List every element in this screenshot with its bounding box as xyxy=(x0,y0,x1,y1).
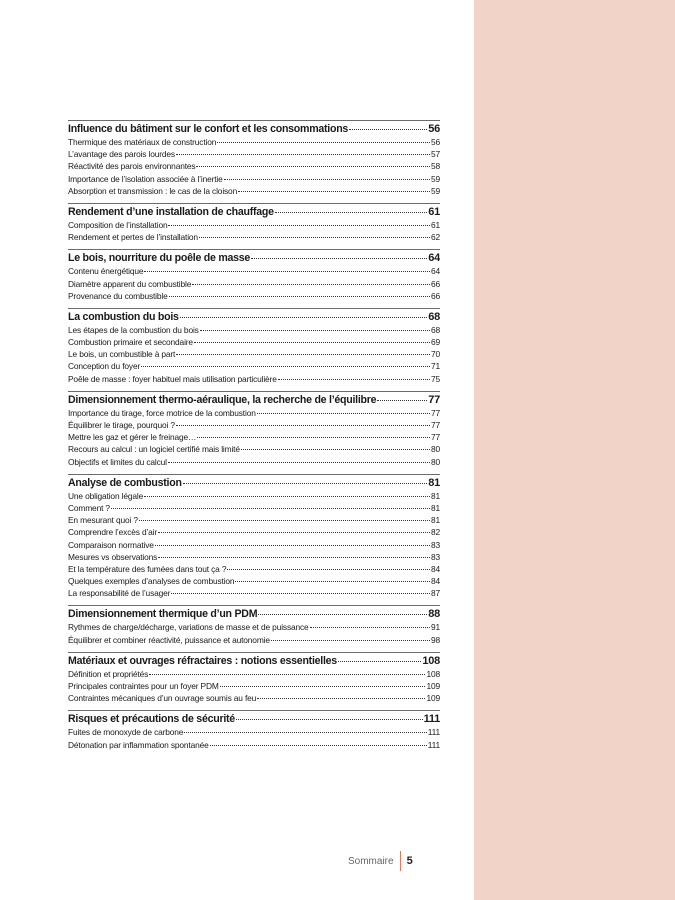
toc-entry-title: Diamètre apparent du combustible xyxy=(68,278,192,289)
toc-chapter-title: Dimensionnement thermique d’un PDM xyxy=(68,608,258,621)
toc-entry[interactable] xyxy=(68,634,440,646)
toc-chapter-page: 111 xyxy=(423,713,440,726)
dot-leader xyxy=(158,532,430,533)
toc-entry-title: Rendement et pertes de l’installation xyxy=(68,232,198,243)
toc-entry-title: Réactivité des parois environnantes xyxy=(68,161,196,172)
toc-section xyxy=(68,710,440,750)
toc-entry[interactable] xyxy=(68,726,440,738)
toc-entry-page: 70 xyxy=(430,349,440,360)
dot-leader xyxy=(220,686,426,687)
toc-entry-title: Importance de l’isolation associée à l’inertie xyxy=(68,173,223,184)
dot-leader xyxy=(257,413,430,414)
toc-entry-page: 57 xyxy=(430,149,440,160)
toc-entry-page: 111 xyxy=(427,739,440,750)
toc-entry[interactable] xyxy=(68,621,440,633)
toc-entry[interactable] xyxy=(68,526,440,538)
dot-leader xyxy=(257,698,425,699)
toc-section xyxy=(68,605,440,645)
toc-entry-page: 80 xyxy=(430,456,440,467)
toc-entry-title: Définition et propriétés xyxy=(68,668,149,679)
toc-chapter-title: Influence du bâtiment sur le confort et les consommations xyxy=(68,123,349,135)
toc-entry-title: Absorption et transmission : le cas de la cloison xyxy=(68,185,238,196)
toc-entry-title: Comparaison normative xyxy=(68,539,154,550)
dot-leader xyxy=(377,400,427,401)
toc-entry[interactable] xyxy=(68,551,440,563)
toc-section xyxy=(68,474,440,600)
toc-entry-page: 81 xyxy=(430,515,440,526)
toc-entry-page: 61 xyxy=(430,219,440,230)
toc-entry[interactable] xyxy=(68,419,440,431)
toc-chapter-title: La combustion du bois xyxy=(68,310,179,323)
toc-section xyxy=(68,391,440,468)
toc-chapter[interactable] xyxy=(68,476,440,490)
dot-leader xyxy=(144,496,430,497)
dot-leader xyxy=(180,317,428,318)
toc-chapter-page: 64 xyxy=(428,252,440,265)
page-footer xyxy=(348,850,413,872)
toc-chapter-page: 68 xyxy=(428,310,440,323)
toc-entry-page: 84 xyxy=(430,576,440,587)
toc-entry-title: Et la température des fumées dans tout ça ? xyxy=(68,563,227,574)
toc-entry-page: 81 xyxy=(430,490,440,501)
toc-entry-page: 58 xyxy=(430,161,440,172)
toc-entry-title: Provenance du combustible xyxy=(68,290,168,301)
toc-chapter[interactable] xyxy=(68,122,440,136)
toc-entry[interactable] xyxy=(68,336,440,348)
toc-entry-title: Le bois, un combustible à part xyxy=(68,349,176,360)
dot-leader xyxy=(241,449,430,450)
toc-chapter-title: Analyse de combustion xyxy=(68,476,182,489)
toc-section xyxy=(68,249,440,302)
toc-entry[interactable] xyxy=(68,563,440,575)
dot-leader xyxy=(271,640,430,641)
toc-entry-title: Une obligation légale xyxy=(68,490,144,501)
toc-entry-page: 69 xyxy=(430,337,440,348)
footer-separator xyxy=(400,851,401,871)
toc-entry-page: 66 xyxy=(430,278,440,289)
toc-entry[interactable] xyxy=(68,265,440,277)
dot-leader xyxy=(196,166,430,167)
toc-entry-page: 84 xyxy=(430,563,440,574)
toc-chapter-title: Matériaux et ouvrages réfractaires : notions essentielles xyxy=(68,654,337,667)
toc-entry-page: 59 xyxy=(430,185,440,196)
toc-entry-title: Comprendre l’excès d’air xyxy=(68,527,158,538)
toc-entry[interactable] xyxy=(68,539,440,551)
toc-chapter[interactable] xyxy=(68,393,440,407)
toc-entry-title: Comment ? xyxy=(68,502,110,513)
toc-entry-page: 66 xyxy=(430,290,440,301)
toc-entry-page: 56 xyxy=(430,137,440,147)
dot-leader xyxy=(224,179,430,180)
toc-chapter-title: Dimensionnement thermo-aéraulique, la recherche de l’équilibre xyxy=(68,393,377,406)
toc-entry[interactable] xyxy=(68,575,440,587)
dot-leader xyxy=(217,142,430,143)
dot-leader xyxy=(275,212,427,213)
toc-entry-page: 98 xyxy=(430,634,440,645)
toc-entry-title: Thermique des matériaux de construction xyxy=(68,137,217,147)
toc-entry-page: 80 xyxy=(430,444,440,455)
dot-leader xyxy=(169,296,430,297)
dot-leader xyxy=(144,271,430,272)
toc-entry[interactable] xyxy=(68,173,440,185)
toc-chapter-page: 88 xyxy=(428,608,440,621)
dot-leader xyxy=(168,225,430,226)
toc-entry[interactable] xyxy=(68,148,440,160)
page-number: 5 xyxy=(406,855,413,867)
dot-leader xyxy=(199,237,430,238)
dot-leader xyxy=(192,284,430,285)
toc-entry-title: Objectifs et limites du calcul xyxy=(68,456,167,467)
toc-chapter-page: 81 xyxy=(428,476,440,489)
dot-leader xyxy=(349,129,427,130)
toc-entry[interactable] xyxy=(68,668,440,680)
toc-entry-title: La responsabilité de l’usager xyxy=(68,588,171,599)
dot-leader xyxy=(149,674,425,675)
toc-entry-page: 68 xyxy=(430,324,440,335)
toc-chapter[interactable] xyxy=(68,607,440,621)
toc-section xyxy=(68,652,440,705)
toc-entry[interactable] xyxy=(68,360,440,372)
toc-chapter-page: 61 xyxy=(428,205,440,218)
toc-entry-title: Les étapes de la combustion du bois xyxy=(68,324,199,335)
dot-leader xyxy=(139,520,430,521)
toc-entry-title: Conception du foyer xyxy=(68,361,141,372)
toc-entry[interactable] xyxy=(68,324,440,336)
toc-entry[interactable] xyxy=(68,692,440,704)
toc-chapter-title: Rendement d’une installation de chauffage xyxy=(68,205,274,218)
dot-leader xyxy=(338,661,421,662)
dot-leader xyxy=(258,614,427,615)
dot-leader xyxy=(176,354,430,355)
dot-leader xyxy=(111,508,430,509)
dot-leader xyxy=(183,483,428,484)
dot-leader xyxy=(155,545,430,546)
toc-entry-title: Quelques exemples d’analyses de combustion xyxy=(68,576,235,587)
dot-leader xyxy=(197,437,430,438)
toc-entry-page: 111 xyxy=(427,727,440,738)
toc-section xyxy=(68,203,440,243)
toc-entry-title: Détonation par inflammation spontanée xyxy=(68,739,209,750)
toc-entry[interactable] xyxy=(68,456,440,468)
toc-entry-page: 59 xyxy=(430,173,440,184)
toc-entry-page: 83 xyxy=(430,551,440,562)
toc-entry-title: Rythmes de charge/décharge, variations de masse et de puissance xyxy=(68,622,309,633)
toc-entry[interactable] xyxy=(68,160,440,172)
toc-entry-page: 109 xyxy=(426,693,440,704)
dot-leader xyxy=(168,462,430,463)
toc-entry-page: 75 xyxy=(430,373,440,384)
toc-entry-title: Principales contraintes pour un foyer PDM xyxy=(68,681,219,691)
toc-chapter-title: Risques et précautions de sécurité xyxy=(68,713,235,726)
toc-entry[interactable] xyxy=(68,407,440,419)
toc-entry-page: 109 xyxy=(426,681,440,691)
toc-chapter-page: 108 xyxy=(422,654,440,667)
toc-entry-title: Combustion primaire et secondaire xyxy=(68,337,193,348)
toc-entry-page: 81 xyxy=(430,502,440,513)
toc-entry-title: Équilibrer le tirage, pourquoi ? xyxy=(68,420,175,430)
toc-entry-page: 62 xyxy=(430,232,440,243)
dot-leader xyxy=(210,745,427,746)
dot-leader xyxy=(238,191,430,192)
toc-entry-title: Mesures vs observations xyxy=(68,551,158,562)
toc-entry-page: 82 xyxy=(430,527,440,538)
toc-entry-page: 77 xyxy=(430,407,440,418)
dot-leader xyxy=(171,593,430,594)
toc-entry-title: Contraintes mécaniques d’un ouvrage soumis au feu xyxy=(68,693,257,704)
toc-entry[interactable] xyxy=(68,373,440,385)
toc-entry-page: 91 xyxy=(430,622,440,633)
toc-entry-title: Recours au calcul : un logiciel certifié mais limité xyxy=(68,444,240,455)
toc-entry[interactable] xyxy=(68,514,440,526)
toc-entry-title: Composition de l’installation xyxy=(68,219,168,230)
dot-leader xyxy=(194,342,430,343)
toc-entry[interactable] xyxy=(68,231,440,243)
toc-chapter[interactable] xyxy=(68,654,440,668)
dot-leader xyxy=(310,627,430,628)
dot-leader xyxy=(236,719,423,720)
toc-entry[interactable] xyxy=(68,431,440,443)
toc-chapter[interactable] xyxy=(68,712,440,726)
toc-entry-title: Équilibrer et combiner réactivité, puissance et autonomie xyxy=(68,634,270,645)
dot-leader xyxy=(141,366,430,367)
dot-leader xyxy=(158,557,430,558)
toc-entry-page: 77 xyxy=(430,432,440,443)
toc-chapter-title: Le bois, nourriture du poêle de masse xyxy=(68,252,251,265)
toc-chapter-page: 56 xyxy=(428,123,440,135)
toc-entry[interactable] xyxy=(68,278,440,290)
toc-entry[interactable] xyxy=(68,587,440,599)
toc-chapter-page: 77 xyxy=(428,393,440,406)
toc-entry[interactable] xyxy=(68,490,440,502)
toc-section xyxy=(68,120,440,197)
toc-entry[interactable] xyxy=(68,219,440,231)
toc-entry-title: Importance du tirage, force motrice de la combustion xyxy=(68,407,256,418)
toc-entry[interactable] xyxy=(68,348,440,360)
toc-entry-title: En mesurant quoi ? xyxy=(68,515,138,526)
footer-label: Sommaire xyxy=(348,855,394,867)
dot-leader xyxy=(251,258,427,259)
toc-entry[interactable] xyxy=(68,290,440,302)
decorative-side-band xyxy=(474,0,675,900)
dot-leader xyxy=(184,732,426,733)
toc-entry-page: 77 xyxy=(430,420,440,430)
dot-leader xyxy=(176,425,430,426)
toc-entry-title: Poêle de masse : foyer habituel mais utilisation particulière xyxy=(68,373,277,384)
dot-leader xyxy=(176,154,430,155)
toc-entry-title: L’avantage des parois lourdes xyxy=(68,149,175,160)
dot-leader xyxy=(278,379,430,380)
toc-entry-page: 87 xyxy=(430,588,440,599)
toc-entry-page: 83 xyxy=(430,539,440,550)
toc-entry[interactable] xyxy=(68,739,440,751)
toc-chapter[interactable] xyxy=(68,251,440,265)
toc-entry[interactable] xyxy=(68,136,440,148)
toc-entry[interactable] xyxy=(68,680,440,692)
toc-entry[interactable] xyxy=(68,443,440,455)
dot-leader xyxy=(227,569,430,570)
toc-entry[interactable] xyxy=(68,185,440,197)
toc-entry-page: 108 xyxy=(426,668,440,679)
toc-entry-title: Contenu énergétique xyxy=(68,266,144,277)
toc-entry-page: 64 xyxy=(430,266,440,277)
table-of-contents xyxy=(68,120,440,751)
toc-chapter[interactable] xyxy=(68,310,440,324)
dot-leader xyxy=(235,581,430,582)
toc-entry-title: Mettre les gaz et gérer le freinage… xyxy=(68,432,197,443)
toc-entry-title: Fuites de monoxyde de carbone xyxy=(68,727,184,738)
toc-entry-page: 71 xyxy=(430,361,440,372)
toc-section xyxy=(68,308,440,385)
toc-entry[interactable] xyxy=(68,502,440,514)
dot-leader xyxy=(200,330,430,331)
toc-chapter[interactable] xyxy=(68,205,440,219)
